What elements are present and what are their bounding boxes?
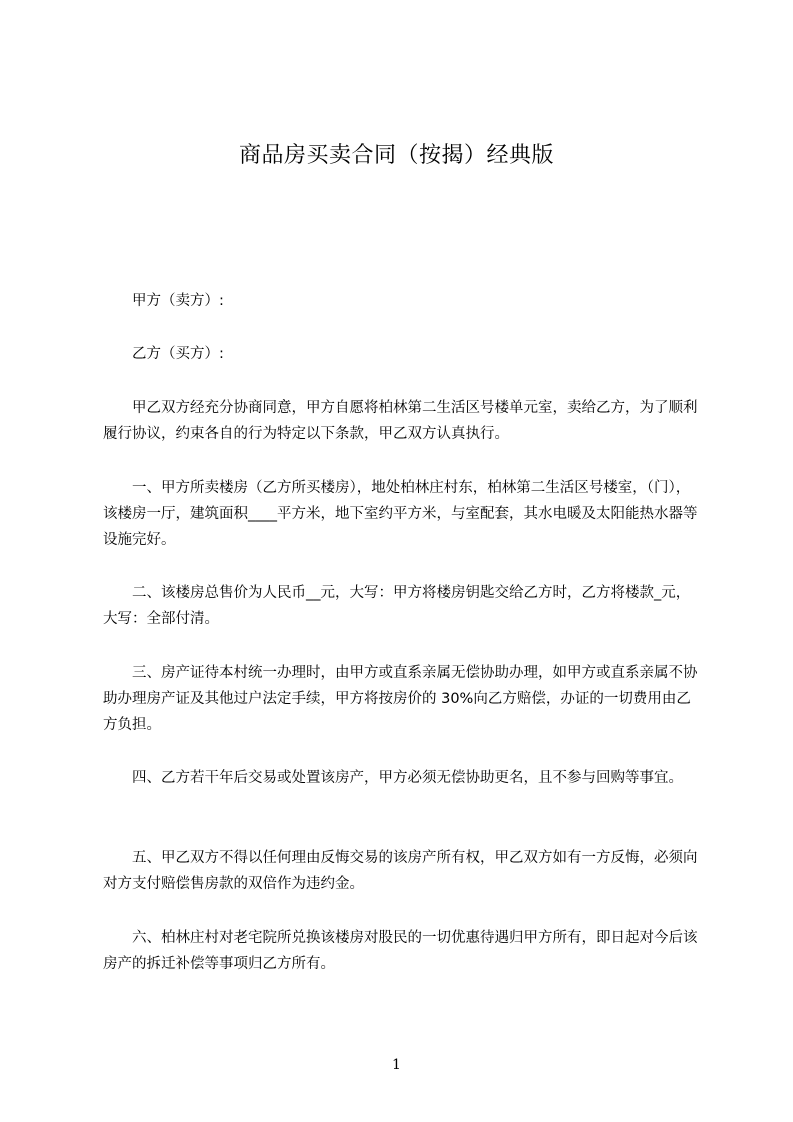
clause-3: 三、房产证待本村统一办理时，由甲方或直系亲属无偿协助办理，如甲方或直系亲属不协助办理房产证及其他过户法定手续，甲方将按房价的 30%向乙方赔偿，办证的一切费用由乙方负担。 — [103, 665, 698, 733]
preamble-paragraph: 甲乙双方经充分协商同意，甲方自愿将柏林第二生活区号楼单元室，卖给乙方，为了顺利履行协议，约束各自的行为特定以下条款，甲乙双方认真执行。 — [103, 400, 698, 442]
clause-2: 二、该楼房总售价为人民币__元，大写：甲方将楼房钥匙交给乙方时，乙方将楼款_元，大写：全部付清。 — [103, 585, 691, 627]
clause-5: 五、甲乙双方不得以任何理由反悔交易的该房产所有权，甲乙双方如有一方反悔，必须向对方支付赔偿售房款的双倍作为违约金。 — [103, 850, 698, 892]
clause-6: 六、柏林庄村对老宅院所兑换该楼房对股民的一切优惠待遇归甲方所有，即日起对今后该房产的拆迁补偿等事项归乙方所有。 — [103, 930, 698, 972]
clause-1: 一、甲方所卖楼房（乙方所买楼房），地处柏林庄村东，柏林第二生活区号楼室，（门），该楼房一厅，建筑面积____平方米，地下室约平方米，与室配套，其水电暖及太阳能热水器等设施完好。 — [103, 480, 698, 548]
party-a-line: 甲方（卖方）: — [132, 293, 224, 309]
clause-4: 四、乙方若干年后交易或处置该房产，甲方必须无偿协助更名，且不参与回购等事宜。 — [132, 770, 683, 786]
page-number: 1 — [392, 1057, 401, 1073]
party-b-line: 乙方（买方）: — [132, 346, 224, 362]
document-title: 商品房买卖合同（按揭）经典版 — [238, 143, 554, 168]
